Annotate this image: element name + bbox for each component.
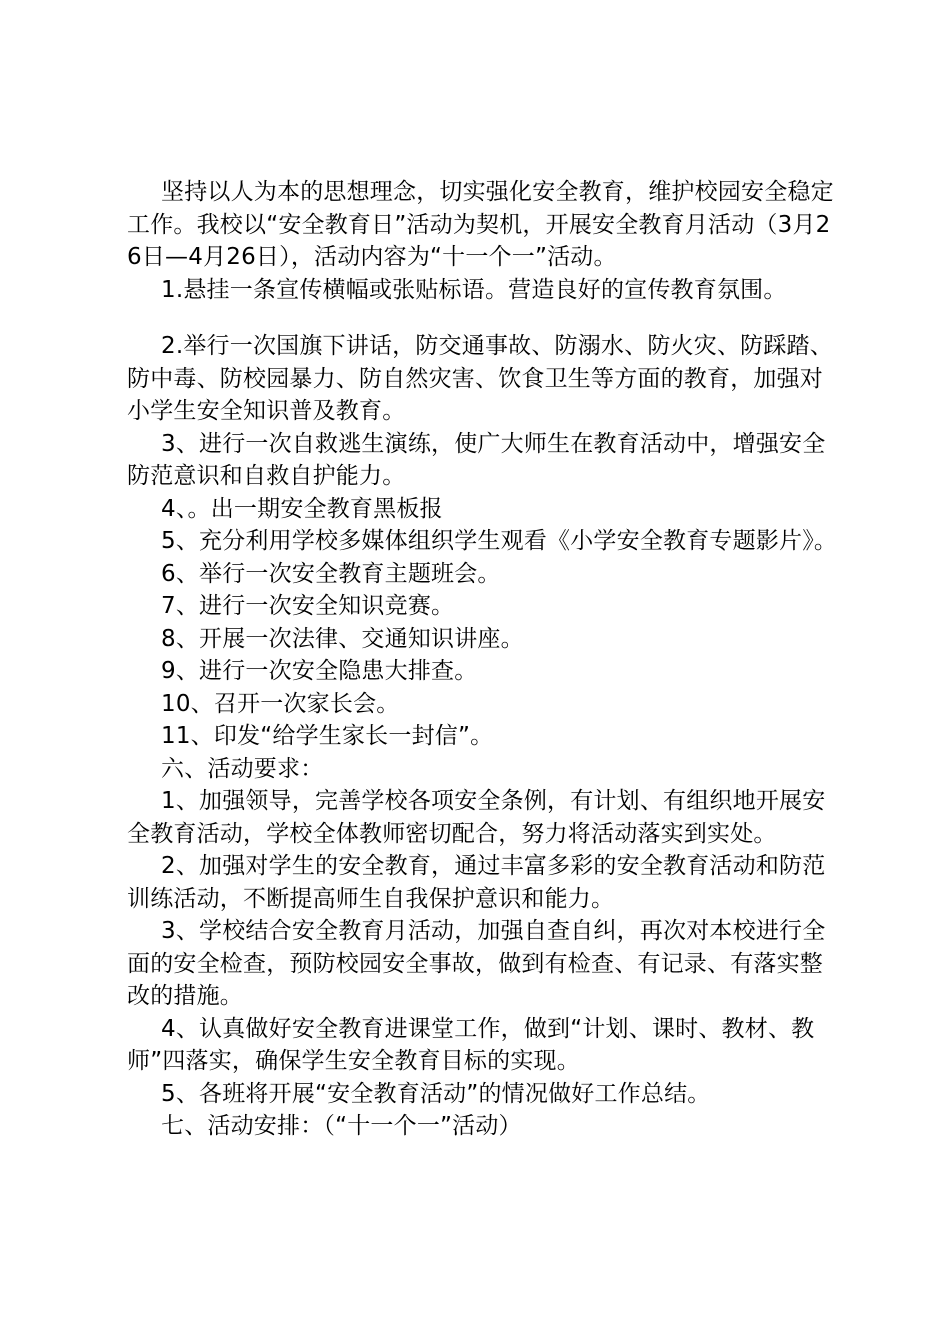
item-2-flag-speech: 2.举行一次国旗下讲话，防交通事故、防溺水、防火灾、防踩踏、防中毒、防校园暴力、防自然灾害、饮食卫生等方面的教育，加强对小学生安全知识普及教育。 <box>127 333 833 424</box>
item-6-class-meeting: 6、举行一次安全教育主题班会。 <box>161 560 501 587</box>
item-11-letter: 11、印发“给学生家长一封信”。 <box>161 723 494 749</box>
item-9-inspection: 9、进行一次安全隐患大排查。 <box>161 658 478 684</box>
requirement-4: 4、认真做好安全教育进课堂工作，做到“计划、课时、教材、教师”四落实，确保学生安全教育目标的实现。 <box>127 1015 815 1074</box>
requirement-3: 3、学校结合安全教育月活动，加强自查自纠，再次对本校进行全面的安全检查，预防校园安全事故，做到有检查、有记录、有落实整改的措施。 <box>127 918 826 1009</box>
item-5-film: 5、充分利用学校多媒体组织学生观看《小学安全教育专题影片》。 <box>161 528 838 554</box>
item-4-blackboard: 4、。出一期安全教育黑板报 <box>161 495 443 522</box>
section-heading-requirements: 六、活动要求： <box>161 755 324 782</box>
paragraph-gap <box>127 306 839 330</box>
item-1-banner: 1.悬挂一条宣传横幅或张贴标语。营造良好的宣传教育氛围。 <box>161 276 787 303</box>
intro-paragraph: 坚持以人为本的思想理念，切实强化安全教育，维护校园安全稳定工作。我校以“安全教育日”活动为契机，开展安全教育月活动（3月26日—4月26日），活动内容为“十一个一”活动。 <box>127 179 834 270</box>
section-heading-schedule: 七、活动安排：（“十一个一”活动） <box>161 1113 522 1139</box>
item-7-quiz: 7、进行一次安全知识竞赛。 <box>161 593 455 619</box>
item-3-drill: 3、进行一次自救逃生演练，使广大师生在教育活动中，增强安全防范意识和自救自护能力。 <box>127 430 826 489</box>
document-body <box>127 176 839 1143</box>
item-10-parent-meeting: 10、召开一次家长会。 <box>161 690 400 717</box>
item-8-lecture: 8、开展一次法律、交通知识讲座。 <box>161 625 524 652</box>
requirement-2: 2、加强对学生的安全教育，通过丰富多彩的安全教育活动和防范训练活动，不断提高师生自我保护意识和能力。 <box>127 853 826 912</box>
requirement-5: 5、各班将开展“安全教育活动”的情况做好工作总结。 <box>161 1080 711 1107</box>
requirement-1: 1、加强领导，完善学校各项安全条例，有计划、有组织地开展安全教育活动，学校全体教师密切配合，努力将活动落实到实处。 <box>127 788 826 847</box>
